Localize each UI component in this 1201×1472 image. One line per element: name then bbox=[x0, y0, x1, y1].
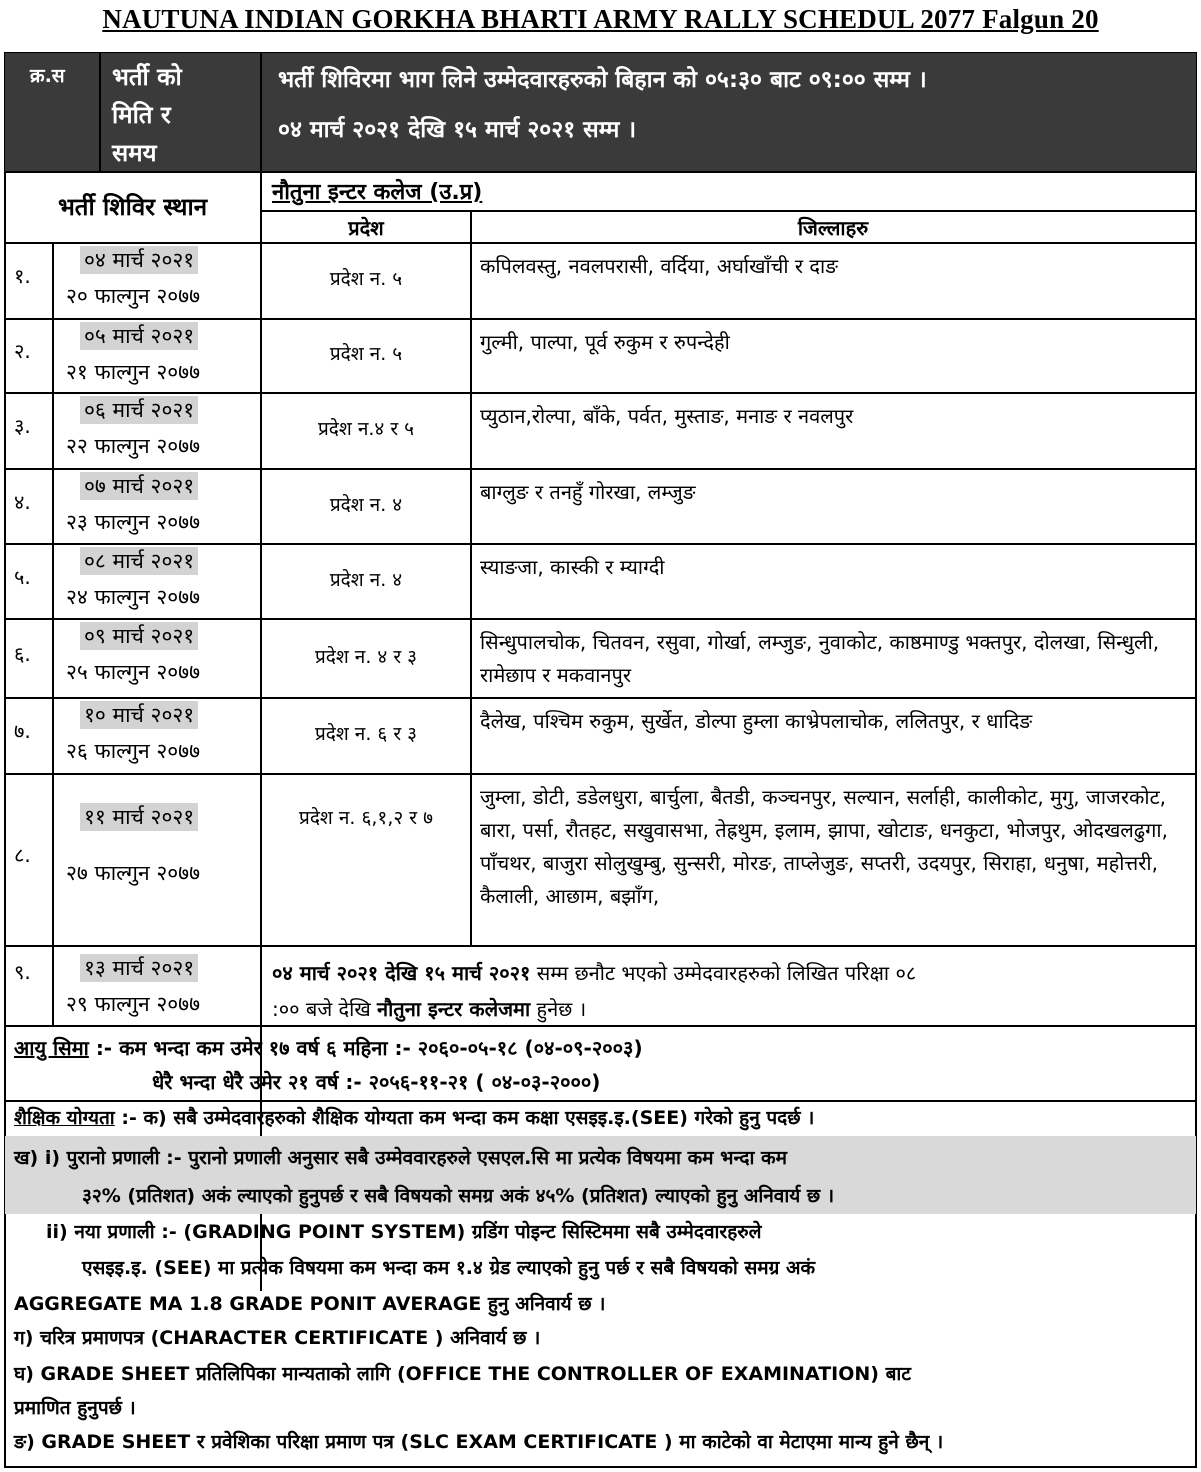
education-a: :- क) सबै उम्मेदवारहरुको शैक्षिक योग्यता कम भन्दा कम कक्षा एसइइ.इ.(SEE) गरेको हुनु पदर्छ । bbox=[121, 1107, 815, 1129]
row-date-np: २१ फाल्गुन २०७७ bbox=[66, 360, 200, 384]
row-sn: ८. bbox=[14, 843, 31, 867]
row-divider bbox=[5, 773, 1196, 775]
row-sn: ३. bbox=[14, 414, 31, 438]
row9-note-1: सम्म छनौट भएको उम्मेदवारहरुको लिखित परिक्षा ०८ bbox=[530, 961, 917, 985]
row9-note-bold-1: ०४ मार्च २०२१ देखि १५ मार्च २०२१ bbox=[272, 961, 531, 985]
row-province: प्रदेश न. ४ bbox=[329, 493, 403, 516]
row-divider bbox=[5, 543, 1196, 545]
row-date-np: २७ फाल्गुन २०७७ bbox=[66, 861, 200, 885]
date-header-1: भर्ती को bbox=[112, 63, 182, 91]
grade-sheet-1: घ) GRADE SHEET प्रतिलिपिका मान्यताको लागि (OFFICE THE CONTROLLER OF EXAMINATION) बाट bbox=[14, 1363, 911, 1385]
education-line bbox=[14, 1104, 814, 1130]
row-date-en: ११ मार्च २०२१ bbox=[80, 803, 198, 831]
age-label: आयु सिमा bbox=[14, 1036, 89, 1060]
row-province: प्रदेश न. ५ bbox=[329, 268, 403, 290]
row-districts: सिन्धुपालचोक, चितवन, रसुवा, गोर्खा, लम्जुङ, नुवाकोट, काष्ठमाण्डु भक्तपुर, दोलखा, सिन्धुली, रामेछाप र मकवानपुर bbox=[480, 630, 1160, 687]
row-sn: ५. bbox=[14, 564, 31, 589]
venue-label: भर्ती शिविर स्थान bbox=[57, 193, 208, 221]
row-date-en: ०६ मार्च २०२१ bbox=[80, 396, 198, 424]
row-districts: दैलेख, पश्चिम रुकुम, सुर्खेत, डोल्पा हुम्ला काभ्रेपलाचोक, ललितपुर, र धादिङ bbox=[480, 709, 1033, 733]
row9-date-np: २९ फाल्गुन २०७७ bbox=[66, 992, 200, 1016]
row-date-np: २० फाल्गुन २०७७ bbox=[66, 284, 200, 308]
row-sn: ६. bbox=[14, 641, 31, 666]
venue-value: नौतुना इन्टर कलेज (उ.प्र) bbox=[272, 180, 483, 205]
slc-certificate: ङ) GRADE SHEET र प्रवेशिका परिक्षा प्रमाण पत्र (SLC EXAM CERTIFICATE ) मा काटेको वा मेटाएमा मान्य हुने छैन् । bbox=[14, 1431, 944, 1453]
character-certificate: ग) चरित्र प्रमाणपत्र (CHARACTER CERTIFICATE ) अनिवार्य छ । bbox=[14, 1327, 541, 1349]
row-divider bbox=[5, 392, 1196, 394]
row-districts: कपिलवस्तु, नवलपरासी, वर्दिया, अर्घाखाँची र दाङ bbox=[480, 254, 838, 278]
row-date-np: २६ फाल्गुन २०७७ bbox=[66, 739, 200, 763]
row9-date-en: १३ मार्च २०२१ bbox=[80, 954, 198, 982]
sn-header: क्र.स bbox=[30, 65, 65, 87]
row-sn: १. bbox=[14, 264, 31, 288]
timing-line-1: भर्ती शिविरमा भाग लिने उम्मेदवारहरुको बिहान को ०५:३० बाट ०९:०० सम्म । bbox=[278, 67, 927, 93]
date-header-2: मिति र bbox=[112, 101, 171, 129]
row-districts: प्युठान,रोल्पा, बाँके, पर्वत, मुस्ताङ, मनाङ र नवलपुर bbox=[480, 404, 854, 428]
timing-line-2: ०४ मार्च २०२१ देखि १५ मार्च २०२१ सम्म । bbox=[278, 117, 637, 143]
districts-column-header: जिल्लाहरु bbox=[797, 216, 869, 240]
age-min: :- कम भन्दा कम उमेर १७ वर्ष ६ महिना :- २०६०-०५-१८ (०४-०९-२००३) bbox=[95, 1036, 643, 1060]
date-header-3: समय bbox=[112, 139, 157, 167]
row-divider bbox=[5, 318, 1196, 320]
row-date-en: ०५ मार्च २०२१ bbox=[80, 322, 198, 350]
row-date-en: ०४ मार्च २०२१ bbox=[80, 246, 198, 274]
row9-sn: ९. bbox=[14, 960, 31, 984]
old-system-2: ३२% (प्रतिशत) अकं ल्याएको हुनुपर्छ र सबै विषयको समग्र अकं ४५% (प्रतिशत) ल्याएको हुनु अनिवार्य छ । bbox=[82, 1185, 835, 1207]
row-date-np: २४ फाल्गुन २०७७ bbox=[66, 585, 200, 609]
row-date-np: २३ फाल्गुन २०७७ bbox=[66, 510, 200, 534]
row-sn: ४. bbox=[14, 489, 31, 514]
row-districts: बाग्लुङ र तनहुँ गोरखा, लम्जुङ bbox=[480, 480, 696, 504]
row9-note-3: हुनेछ । bbox=[530, 997, 587, 1021]
new-system-3: AGGREGATE MA 1.8 GRADE PONIT AVERAGE हुनु अनिवार्य छ । bbox=[14, 1293, 606, 1315]
new-system-2: एसइइ.इ. (SEE) मा प्रत्येक विषयमा कम भन्दा कम १.४ ग्रेड ल्याएको हुनु पर्छ र सबै विषयको समग्र अकं bbox=[82, 1257, 816, 1279]
row-date-np: २२ फाल्गुन २०७७ bbox=[66, 434, 200, 458]
row-sn: २. bbox=[14, 339, 31, 363]
old-system-1: ख) i) पुरानो प्रणाली :- पुरानो प्रणाली अनुसार सबै उम्मेववारहरुले एसएल.सि मा प्रत्येक विषयमा कम भन्दा कम bbox=[14, 1147, 787, 1169]
new-system-1: ii) नया प्रणाली :- (GRADING POINT SYSTEM) ग्रडिंग पोइन्ट सिस्टिममा सबै उम्मेदवारहरुले bbox=[46, 1221, 762, 1243]
row-province: प्रदेश न.४ र ५ bbox=[317, 418, 415, 440]
row-date-en: ०७ मार्च २०२१ bbox=[80, 472, 198, 500]
row-province: प्रदेश न. ६ र ३ bbox=[314, 723, 418, 745]
row-date-en: १० मार्च २०२१ bbox=[80, 701, 198, 729]
row-date-np: २५ फाल्गुन २०७७ bbox=[66, 660, 200, 684]
page-title: NAUTUNA INDIAN GORKHA BHARTI ARMY RALLY SCHEDUL 2077 Falgun 20 bbox=[102, 4, 1099, 34]
row-divider bbox=[5, 945, 1196, 947]
education-label: शैक्षिक योग्यता bbox=[14, 1107, 115, 1129]
row-date-en: ०९ मार्च २०२१ bbox=[80, 622, 198, 650]
row9-note-2: :०० बजे देखि bbox=[272, 997, 378, 1021]
row9-note bbox=[272, 955, 1192, 1027]
row-province: प्रदेश न. ४ bbox=[329, 568, 403, 591]
row-divider bbox=[5, 468, 1196, 470]
row-divider bbox=[5, 618, 1196, 620]
province-column-header: प्रदेश bbox=[348, 216, 384, 240]
age-max: धेरै भन्दा धेरै उमेर २१ वर्ष :- २०५६-११-२१ ( ०४-०३-२०००) bbox=[152, 1070, 601, 1094]
row-sn: ७. bbox=[14, 719, 31, 743]
row-districts: जुम्ला, डोटी, डडेलधुरा, बार्चुला, बैतडी, कञ्चनपुर, सल्यान, सर्लाही, कालीकोट, मुगु, जाजरकोट, बारा, पर्सा, रौतहट, सखुवासभा, तेह्रथुम, इलाम, झापा, खोटाङ, धनकुटा, भोजपुर, ओदखलढुगा, पाँचथर, बाजुरा सोलुखुम्बु, सुन्सरी, मोरङ, ताप्लेजुङ, सप्तरी, उदयपुर, सिराहा, धनुषा, महोत्तरी, कैलाली, आछाम, बझाँग, bbox=[480, 785, 1168, 908]
row9-note-bold-2: नौतुना इन्टर कलेजमा bbox=[377, 997, 531, 1021]
row-districts: गुल्मी, पाल्पा, पूर्व रुकुम र रुपन्देही bbox=[480, 330, 730, 354]
row-province: प्रदेश न. ४ र ३ bbox=[314, 645, 418, 668]
row-date-en: ०८ मार्च २०२१ bbox=[80, 547, 198, 575]
row-divider bbox=[5, 697, 1196, 699]
row-districts: स्याङजा, कास्की र म्याग्दी bbox=[480, 555, 665, 579]
grade-sheet-2: प्रमाणित हुनुपर्छ । bbox=[14, 1397, 136, 1419]
row-province: प्रदेश न. ५ bbox=[329, 343, 403, 365]
row-province: प्रदेश न. ६,१,२ र ७ bbox=[299, 807, 433, 829]
age-limit-line bbox=[14, 1034, 643, 1061]
